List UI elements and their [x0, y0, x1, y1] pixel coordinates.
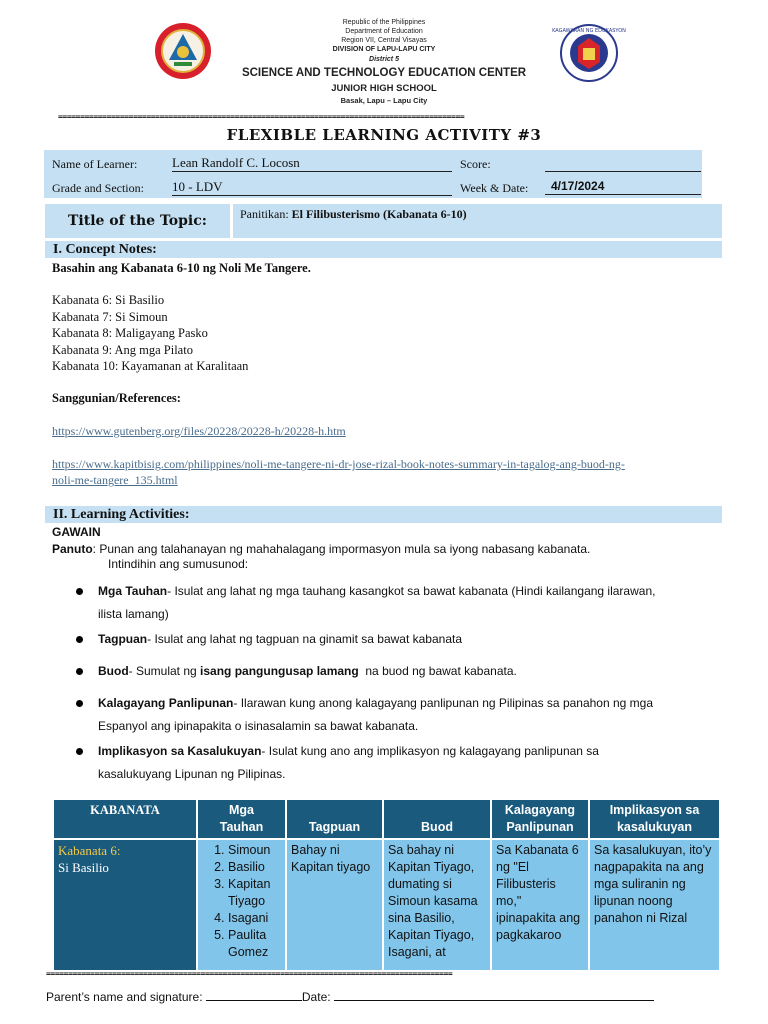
bullet-text-after: na buod ng bawat kabanata.	[358, 664, 517, 678]
name-label: Name of Learner:	[52, 157, 138, 171]
name-field[interactable]: Lean Randolf C. Locosn	[172, 155, 452, 172]
cell-implikasyon[interactable]	[589, 839, 719, 970]
tauhan-item: 2. Basilio	[228, 859, 281, 876]
bullet-text-cont: kasalukuyang Lipunan ng Pilipinas.	[98, 767, 286, 781]
col-implikasyon-line1: Implikasyon sa	[609, 803, 700, 817]
bullet-dot	[76, 700, 83, 707]
kabanata-table	[54, 800, 719, 970]
kabanata-title: Si Basilio	[58, 860, 109, 875]
chapter-item: Kabanata 10: Kayamanan at Karalitaan	[52, 359, 249, 373]
cell-kabanata[interactable]	[54, 839, 197, 970]
bullet-text: - Ilarawan kung anong kalagayang panlipunan ng Pilipinas sa panahon ng mga	[233, 696, 654, 710]
chapter-list	[52, 292, 248, 375]
implikasyon-text: Sa kasalukuyan, ito’y nagpapakita na ang mga suliranin ng lipunan noong panahon ni Rizal	[594, 843, 712, 925]
bullet-text-cont: Espanyol ang ipinapakita o isinasalamin sa bawat kabanata.	[98, 719, 419, 733]
chapter-item: Kabanata 8: Maligayang Pasko	[52, 326, 208, 340]
topic-title: El Filibusterismo (Kabanata 6-10)	[291, 207, 467, 221]
svg-text:KAGAWARAN NG EDUKASYON: KAGAWARAN NG EDUKASYON	[552, 28, 626, 34]
footer-date-field[interactable]	[334, 989, 654, 1001]
tauhan-item: 5. Paulita Gomez	[228, 927, 281, 961]
bullet-term: Implikasyon sa Kasalukuyan	[98, 744, 262, 758]
bullet-term: Kalagayang Panlipunan	[98, 696, 234, 710]
col-tagpuan: Tagpuan	[286, 800, 383, 839]
school-sub: JUNIOR HIGH SCHOOL	[331, 83, 437, 94]
bullet-term: Buod	[98, 664, 129, 678]
panuto-line	[52, 542, 590, 556]
cell-tagpuan[interactable]: Bahay ni Kapitan tiyago	[286, 839, 383, 970]
bullet-term: Mga Tauhan	[98, 584, 168, 598]
reference-link-kapitbisig[interactable]: https://www.kapitbisig.com/philippines/noli-me-tangere-ni-dr-jose-rizal-book-notes-summary-in-tagalog-ang-buod-ng-	[52, 457, 625, 471]
bullet-dot	[76, 588, 83, 595]
col-kalagayan-line2: Panlipunan	[506, 820, 574, 834]
parent-signature-field[interactable]	[206, 989, 302, 1001]
topic-label: Title of the Topic:	[68, 213, 207, 229]
col-implikasyon	[589, 800, 719, 839]
reference-link-kapitbisig-cont[interactable]: noli-me-tangere_135.html	[52, 473, 178, 487]
school-address: Basak, Lapu – Lapu City	[340, 96, 428, 105]
tauhan-item: 1. Simoun	[228, 842, 281, 859]
references-heading: Sanggunian/References:	[52, 391, 181, 405]
kabanata-number: Kabanata 6:	[58, 843, 121, 858]
bullet-item-implikasyon	[98, 740, 718, 786]
table-header-row	[54, 800, 719, 839]
col-tauhan-line1: Mga	[229, 803, 254, 817]
learning-heading: II. Learning Activities:	[45, 506, 722, 523]
bullet-text: - Sumulat ng	[128, 664, 201, 678]
col-kabanata: KABANATA	[54, 800, 197, 839]
week-date-field[interactable]: 4/17/2024	[545, 179, 701, 195]
footer-separator: ============================================================================================	[46, 969, 453, 978]
grade-field[interactable]: 10 - LDV	[172, 179, 452, 196]
date-label: Date:	[301, 990, 334, 1004]
col-buod: Buod	[383, 800, 491, 839]
bullet-dot	[76, 636, 83, 643]
col-kalagayan	[491, 800, 589, 839]
grade-label: Grade and Section:	[52, 181, 144, 195]
buod-text: Sa bahay ni Kapitan Tiyago, dumating si Simoun kasama sina Basilio, Kapitan Tiyago, Isagani, at	[388, 843, 478, 959]
bullet-text: - Isulat kung ano ang implikasyon ng kalagayang panlipunan sa	[261, 744, 599, 758]
panuto-label: Panuto	[52, 542, 93, 556]
chapter-item: Kabanata 6: Si Basilio	[52, 293, 165, 307]
activity-title: FLEXIBLE LEARNING ACTIVITY #3	[226, 126, 542, 144]
score-label: Score:	[460, 157, 491, 171]
tauhan-item: 4. Isagani	[228, 910, 281, 927]
table-row	[54, 839, 719, 970]
reference-link-gutenberg[interactable]: https://www.gutenberg.org/files/20228/20228-h/20228-h.htm	[52, 424, 346, 438]
bullet-item-buod	[98, 660, 718, 683]
bullet-text-cont: ilista lamang)	[98, 607, 169, 621]
concept-heading: I. Concept Notes:	[45, 241, 722, 258]
col-kalagayan-line1: Kalagayang	[504, 803, 576, 817]
score-field[interactable]	[545, 155, 701, 172]
school-name: SCIENCE AND TECHNOLOGY EDUCATION CENTER	[241, 67, 527, 79]
bullet-term: Tagpuan	[98, 632, 148, 646]
header-district: District 5	[369, 56, 399, 63]
panuto-text: : Punan ang talahanayan ng mahahalagang impormasyon mula sa iyong nabasang kabanata.	[92, 542, 591, 556]
cell-buod[interactable]	[383, 839, 491, 970]
week-label: Week & Date:	[460, 181, 529, 195]
col-tauhan-line2: Tauhan	[219, 820, 264, 834]
bullet-dot	[76, 668, 83, 675]
bullet-item-tauhan	[98, 580, 718, 626]
footer-signature-line	[46, 989, 654, 1004]
bullet-dot	[76, 748, 83, 755]
header-republic: Republic of the Philippines	[342, 19, 426, 26]
col-implikasyon-line2: kasalukuyan	[616, 820, 693, 834]
bullet-text: - Isulat ang lahat ng mga tauhang kasangkot sa bawat kabanata (Hindi kailangang ilarawan,	[167, 584, 656, 598]
chapter-item: Kabanata 9: Ang mga Pilato	[52, 342, 193, 357]
bullet-item-kalagayan	[98, 692, 718, 738]
panuto-text-2: Intindihin ang sumusunod:	[108, 557, 249, 571]
gawain-label: GAWAIN	[52, 525, 101, 539]
header-division: DIVISION OF LAPU-LAPU CITY	[332, 46, 436, 53]
bullet-text: - Isulat ang lahat ng tagpuan na ginamit sa bawat kabanata	[147, 632, 462, 646]
bullet-bold: isang pangungusap lamang	[200, 664, 359, 678]
chapter-item: Kabanata 7: Si Simoun	[52, 309, 168, 324]
concept-instruction: Basahin ang Kabanata 6-10 ng Noli Me Tangere.	[52, 261, 311, 275]
bullet-item-tagpuan	[98, 628, 718, 651]
header-separator: ============================================================================================	[58, 112, 465, 121]
tauhan-item: 3. Kapitan Tiyago	[228, 876, 281, 910]
cell-kalagayan[interactable]	[491, 839, 589, 970]
header-department: Department of Education	[345, 28, 423, 35]
cell-tauhan[interactable]	[197, 839, 286, 970]
header-region: Region VII, Central Visayas	[341, 37, 427, 44]
topic-value	[240, 207, 467, 222]
topic-prefix: Panitikan:	[240, 207, 292, 221]
kalagayan-text: Sa Kabanata 6 ng "El Filibusteris mo," ipinapakita ang pagkakaroo	[496, 843, 581, 942]
col-tauhan	[197, 800, 286, 839]
parent-label: Parent’s name and signature:	[46, 990, 206, 1004]
